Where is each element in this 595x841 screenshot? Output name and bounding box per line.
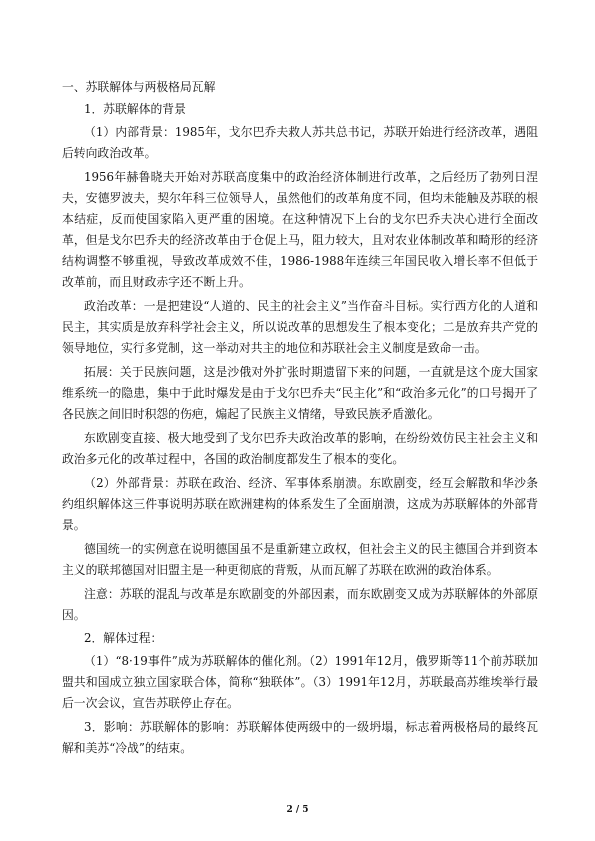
section-title: 一、苏联解体与两极格局瓦解 [62, 80, 216, 94]
paragraph-impact: 3．影响：苏联解体的影响：苏联解体使两级中的一级坍塌，标志着两极格局的最终瓦解和美苏“冷战”的结束。 [62, 720, 538, 755]
paragraph-germany-unification: 德国统一的实例意在说明德国虽不是重新建立政权，但社会主义的民主德国合并到资本主义的联邦德国对旧盟主是一种更彻底的背叛，从而瓦解了苏联在欧洲的政治体系。 [62, 542, 538, 577]
subsection-title-process: 2．解体过程： [84, 631, 163, 645]
paragraph-attention-note: 注意：苏联的混乱与改革是东欧剧变的外部因素，而东欧剧变又成为苏联解体的外部原因。 [62, 587, 538, 622]
page-number: 2 / 5 [286, 805, 309, 815]
paragraph-internal-background: （1）内部背景：1985年，戈尔巴乔夫救人苏共总书记，苏联开始进行经济改革，遇阻后转向政治改革。 [62, 125, 538, 160]
paragraph-eastern-europe: 东欧剧变直接、极大地受到了戈尔巴乔夫政治改革的影响，在纷纷效仿民主社会主义和政治多元化的改革过程中，各国的政治制度都发生了根本的变化。 [62, 431, 538, 466]
paragraph-1956-reform: 1956年赫鲁晓夫开始对苏联高度集中的政治经济体制进行改革，之后经历了勃列日涅夫，安德罗波夫，契尔年科三位领导人，虽然他们的改革角度不同，但均未能触及苏联的根本结症，反而使国家陷入更严重的困境。在这种情况下上台的戈尔巴乔夫决心进行全面改革，但是戈尔巴乔夫的经济改革由于仓促上马，阻力较大，且对农业体制改革和畸形的经济结构调整不够重视，导致改革成效不佳，1986-1988年连续三年国民收入增长率不但低于改革前，而且财政赤字还不断上升。 [62, 170, 538, 289]
paragraph-dissolution-process: （1）“8·19事件”成为苏联解体的催化剂。（2）1991年12月，俄罗斯等11个前苏联加盟共和国成立独立国家联合体，简称“独联体”。（3）1991年12月，苏联最高苏维埃举行最后一次会议，宣告苏联停止存在。 [62, 654, 538, 710]
paragraph-external-background: （2）外部背景：苏联在政治、经济、军事体系崩溃。东欧剧变，经互会解散和华沙条约组织解体这三件事说明苏联在欧洲建构的体系发生了全面崩溃，这成为苏联解体的外部背景。 [62, 476, 538, 532]
document-body [62, 78, 538, 762]
paragraph-political-reform: 政治改革：一是把建设“人道的、民主的社会主义”当作奋斗目标。实行西方化的人道和民主，其实质是放弃科学社会主义，所以说改革的思想发生了根本变化；二是放弃共产党的领导地位，实行多党制，这一举动对共主的地位和苏联社会主义制度是致命一击。 [62, 299, 538, 355]
subsection-title-background: 1．苏联解体的背景 [84, 102, 186, 116]
paragraph-expansion-note: 拓展：关于民族问题，这是沙俄对外扩张时期遗留下来的问题，一直就是这个庞大国家维系统一的隐患，集中于此时爆发是由于戈尔巴乔夫“民主化”和“政治多元化”的口号揭开了各民族之间旧时积怨的伤疤，煽起了民族主义情绪，导致民族矛盾激化。 [62, 365, 538, 421]
